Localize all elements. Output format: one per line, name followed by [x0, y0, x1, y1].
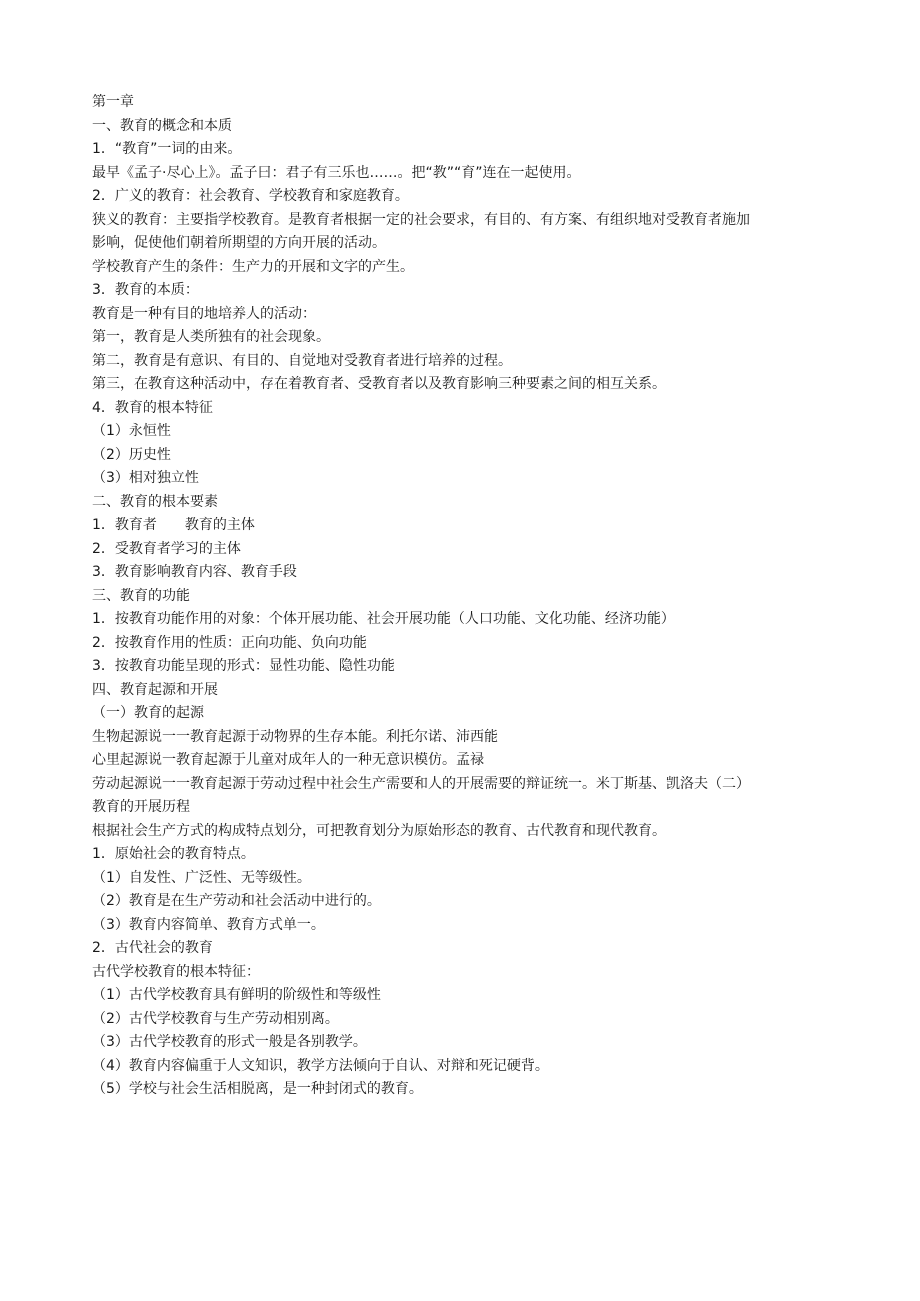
- list-item: （1）古代学校教育具有鲜明的阶级性和等级性: [92, 987, 381, 1003]
- list-item: （4）教育内容偏重于人文知识，教学方法倾向于自认、对辩和死记硬背。: [92, 1057, 549, 1074]
- document-body: [92, 91, 832, 1102]
- numbered-item: 3．教育影响教育内容、教育手段: [92, 564, 297, 580]
- paragraph-line: 心里起源说一教育起源于儿童对成年人的一种无意识模仿。孟禄: [92, 752, 484, 768]
- numbered-item: 2．受教育者学习的主体: [92, 540, 241, 557]
- list-item: （2）古代学校教育与生产劳动相别离。: [92, 1010, 339, 1027]
- section-heading: 四、教育起源和开展: [92, 681, 218, 698]
- numbered-item: 1．教育者 教育的主体: [92, 517, 255, 533]
- paragraph-line: 生物起源说一一教育起源于动物界的生存本能。利托尔诺、沛西能: [92, 728, 498, 745]
- numbered-item: 4．教育的根本特征: [92, 399, 213, 416]
- section-heading: 二、教育的根本要素: [92, 493, 218, 510]
- paragraph-line: 教育是一种有目的地培养人的活动：: [92, 305, 316, 322]
- subsection-heading: （一）教育的起源: [92, 705, 204, 721]
- numbered-item: 2．广义的教育：社会教育、学校教育和家庭教育。: [92, 188, 409, 204]
- numbered-item: 1．原始社会的教育特点。: [92, 846, 255, 862]
- paragraph-line: 狭义的教育：主要指学校教育。是教育者根据一定的社会要求，有目的、有方案、有组织地对受教育者施加: [92, 211, 750, 228]
- paragraph-line: 影响，促使他们朝着所期望的方向开展的活动。: [92, 235, 386, 251]
- numbered-item: 3．教育的本质：: [92, 282, 199, 298]
- list-item: （3）相对独立性: [92, 470, 199, 486]
- list-item: （2）历史性: [92, 446, 171, 463]
- section-heading: 三、教育的功能: [92, 587, 190, 604]
- paragraph-line: 根据社会生产方式的构成特点划分，可把教育划分为原始形态的教育、古代教育和现代教育。: [92, 822, 666, 839]
- list-item: （5）学校与社会生活相脱离，是一种封闭式的教育。: [92, 1081, 423, 1097]
- list-item: （3）教育内容简单、教育方式单一。: [92, 916, 325, 933]
- paragraph-line: 第一，教育是人类所独有的社会现象。: [92, 329, 330, 345]
- paragraph-line: 第三，在教育这种活动中，存在着教育者、受教育者以及教育影响三种要素之间的相互关系。: [92, 376, 666, 392]
- paragraph-line: 第二，教育是有意识、有目的、自觉地对受教育者进行培养的过程。: [92, 352, 512, 369]
- paragraph-line: 学校教育产生的条件：生产力的开展和文字的产生。: [92, 258, 414, 275]
- paragraph-line: 教育的开展历程: [92, 799, 190, 815]
- paragraph-line: 古代学校教育的根本特征：: [92, 963, 260, 980]
- list-item: （3）古代学校教育的形式一般是各别教学。: [92, 1034, 367, 1050]
- numbered-item: 2．古代社会的教育: [92, 940, 213, 956]
- section-heading: 一、教育的概念和本质: [92, 117, 232, 134]
- chapter-title: 第一章: [92, 94, 134, 110]
- list-item: （1）自发性、广泛性、无等级性。: [92, 869, 311, 886]
- numbered-item: 2．按教育作用的性质：正向功能、负向功能: [92, 634, 367, 651]
- numbered-item: 3．按教育功能呈现的形式：显性功能、隐性功能: [92, 658, 395, 674]
- paragraph-line: 劳动起源说一一教育起源于劳动过程中社会生产需要和人的开展需要的辩证统一。米丁斯基、凯洛夫（二）: [92, 775, 750, 792]
- numbered-item: 1．按教育功能作用的对象：个体开展功能、社会开展功能（人口功能、文化功能、经济功能）: [92, 611, 675, 627]
- paragraph-line: 最早《孟子·尽心上》。孟子曰：君子有三乐也……。把“教”“育”连在一起使用。: [92, 164, 581, 181]
- numbered-item: 1．“教育”一词的由来。: [92, 141, 242, 157]
- list-item: （2）教育是在生产劳动和社会活动中进行的。: [92, 893, 381, 909]
- list-item: （1）永恒性: [92, 423, 171, 439]
